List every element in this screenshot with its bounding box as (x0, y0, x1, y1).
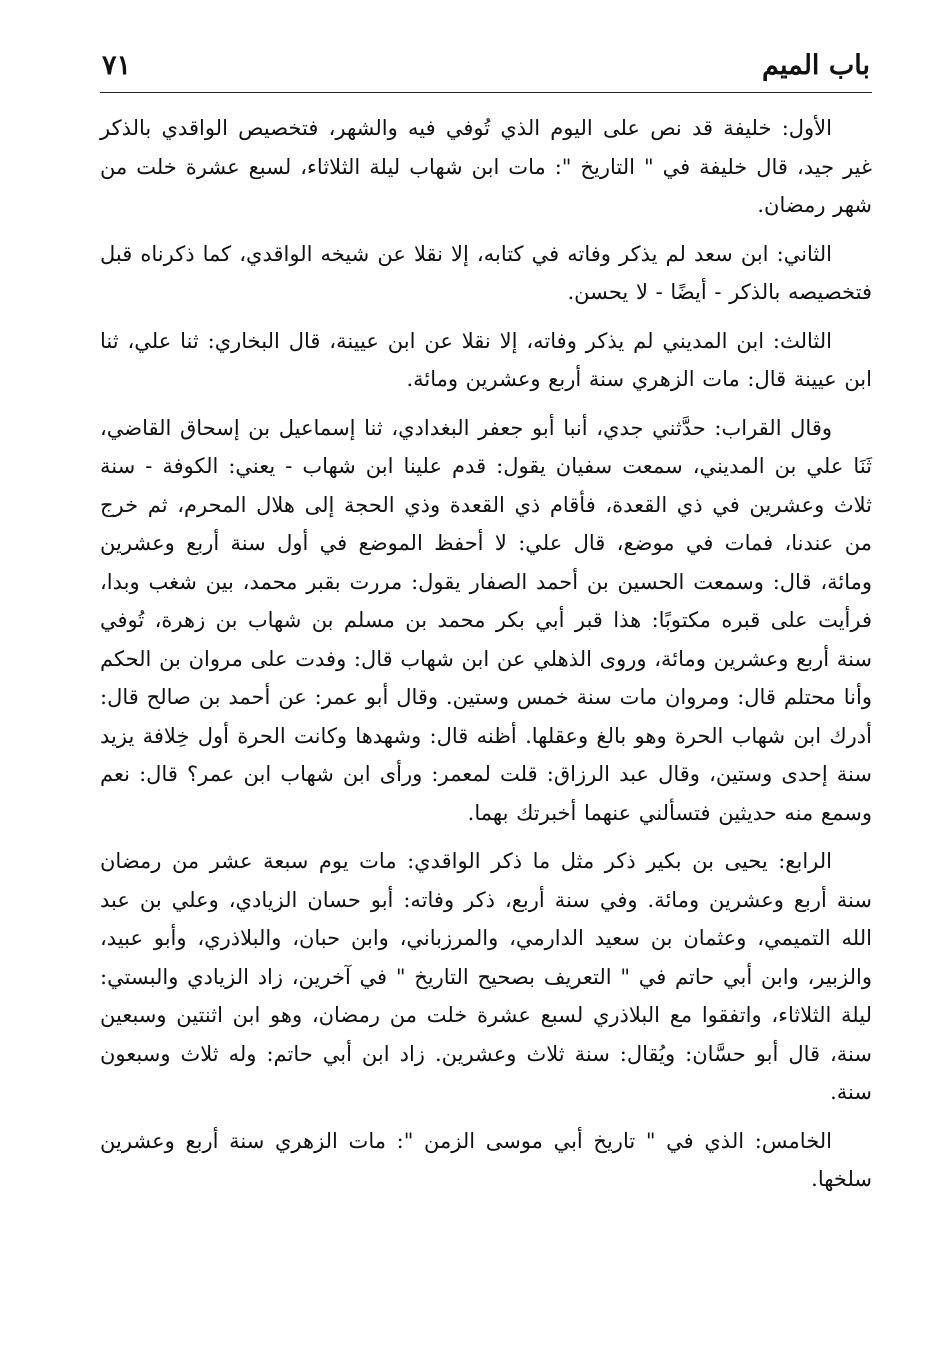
paragraph-third: الثالث: ابن المديني لم يذكر وفاته، إلا نقلا عن ابن عيينة، قال البخاري: ثنا علي، ثنا ابن عيينة قال: مات الزهري سنة أربع وعشرين ومائة. (100, 328, 872, 391)
paragraph-first: الأول: خليفة قد نص على اليوم الذي تُوفي فيه والشهر، فتخصيص الواقدي بالذكر غير جيد، قال خليفة في " التاريخ ": مات ابن شهاب ليلة الثلاثاء، لسبع عشرة خلت من شهر رمضان. (100, 116, 872, 217)
paragraph-qarrab: وقال القراب: حدَّثني جدي، أنبا أبو جعفر البغدادي، ثنا إسماعيل بن إسحاق القاضي، ثَنَا علي بن المديني، سمعت سفيان يقول: قدم علينا ابن شهاب - يعني: الكوفة - سنة ثلاث وعشرين في ذي القعدة، فأقام ذي القعدة وذي الحجة إلى هلال المحرم، ثم خرج من عندنا، فمات في موضع، قال علي: لا أحفظ الموضع في أول سنة أربع وعشرين ومائة، قال: وسمعت الحسين بن أحمد الصفار يقول: مررت بقبر محمد، بين شغب وبدا، فرأيت على قبره مكتوبًا: هذا قبر أبي بكر محمد بن مسلم بن شهاب بن زهرة، تُوفي سنة أربع وعشرين ومائة، وروى الذهلي عن ابن شهاب قال: وفدت على مروان بن الحكم وأنا محتلم قال: ومروان مات سنة خمس وستين. وقال أبو عمر: عن أحمد بن صالح قال: أدرك ابن شهاب الحرة وهو بالغ وعقلها. أظنه قال: وشهدها وكانت الحرة أول خِلافة يزيد سنة إحدى وستين، وقال عبد الرزاق: قلت لمعمر: ورأى ابن شهاب ابن عمر؟ قال: نعم وسمع منه حديثين فتسألني عنهما أخبرتك بهما. (100, 415, 873, 825)
page-body (100, 109, 872, 1199)
paragraph-fifth: الخامس: الذي في " تاريخ أبي موسى الزمن ": مات الزهري سنة أربع وعشرين سلخها. (100, 1128, 872, 1191)
chapter-title: باب الميم (761, 50, 870, 81)
book-page (100, 50, 872, 1209)
running-header (100, 50, 872, 93)
page-number: ٧١ (102, 50, 132, 81)
paragraph-fourth: الرابع: يحيى بن بكير ذكر مثل ما ذكر الواقدي: مات يوم سبعة عشر من رمضان سنة أربع وعشرين ومائة. وفي سنة أربع، ذكر وفاته: أبو حسان الزيادي، وعلي بن عبد الله التميمي، وعثمان بن سعيد الدارمي، والمرزباني، وابن حبان، والبلاذري، وأبو عبيد، والزبير، وابن أبي حاتم في " التعريف بصحيح التاريخ " في آخرين، زاد الزيادي والبستي: ليلة الثلاثاء، واتفقوا مع البلاذري لسبع عشرة خلت من رمضان، وهو ابن اثنتين وسبعين سنة، قال أبو حسَّان: ويُقال: سنة ثلاث وعشرين. زاد ابن أبي حاتم: وله ثلاث وسبعون سنة. (100, 849, 872, 1104)
paragraph-second: الثاني: ابن سعد لم يذكر وفاته في كتابه، إلا نقلا عن شيخه الواقدي، كما ذكرناه قبل فتخصيصه بالذكر - أيضًا - لا يحسن. (100, 241, 872, 304)
